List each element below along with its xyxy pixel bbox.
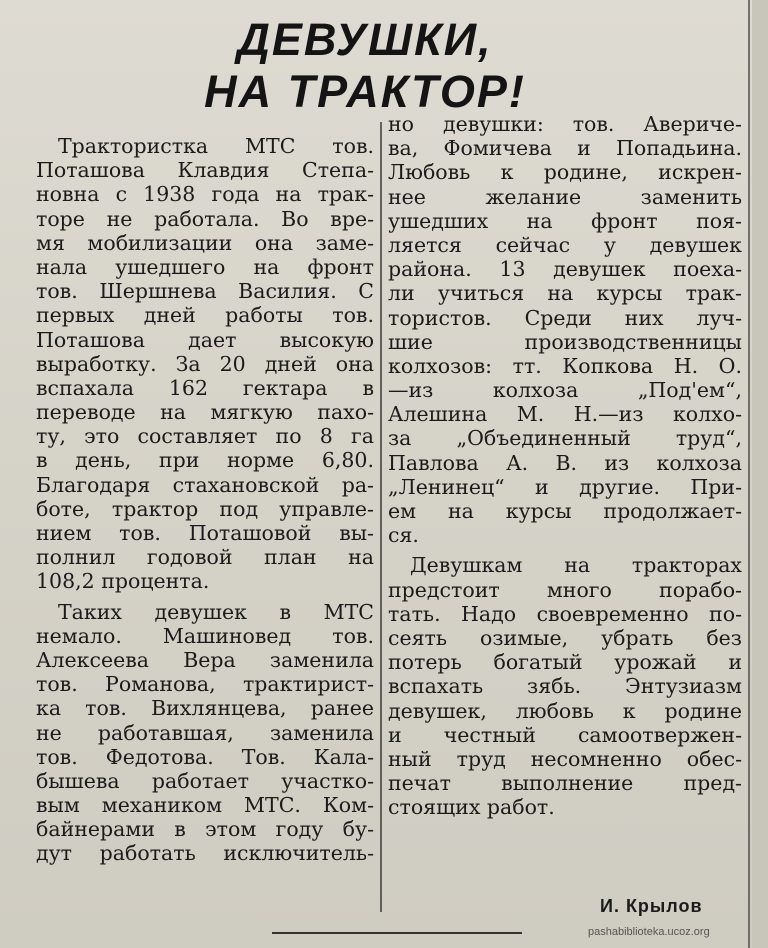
text-line: сеять озимые, убрать без [388,625,742,650]
text-line: ту, это составляет по 8 га [36,424,374,449]
text-line: Любовь к родине, искрен- [388,160,742,185]
text-line: вспахать зябь. Энтузиазм [388,674,742,699]
text-line: новна с 1938 года на трак- [36,182,374,207]
text-line: переводе на мягкую пахо- [36,400,374,425]
text-line: за „Объединенный труд“, [388,426,742,451]
text-line: ем на курсы продолжает- [388,499,742,523]
text-line: в день, при норме 6,80. [36,448,374,473]
text-line: тов. Федотова. Тов. Кала- [36,744,374,769]
text-line: и честный самоотвержен- [388,722,742,747]
text-line: нее желание заменить [388,184,742,209]
text-line: ся. [388,523,419,548]
text-line: первых дней работы тов. [36,303,374,328]
text-line: байнерами в этом году бу- [36,817,374,842]
text-line: мя мобилизации она заме- [36,230,374,255]
text-line: ва, Фомичева и Попадьина. [388,136,742,161]
text-line: но девушки: тов. Авериче- [388,112,742,136]
text-line: полнил годовой план на [36,545,374,570]
text-line: Трактористка МТС тов. [58,134,374,158]
headline-line-2: НА ТРАКТОР! [204,66,526,117]
text-line: района. 13 девушек поеха- [388,257,742,282]
text-line: Павлова А. В. из колхоза [388,450,742,475]
adjacent-page-edge [752,0,768,948]
text-line: печат выполнение пред- [388,771,742,796]
text-line: нала ушедшего на фронт [36,254,374,279]
text-line: 108,2 процента. [36,569,210,594]
text-line: тов. Шершнева Василия. С [36,279,374,304]
text-line: предстоит много порабо- [388,577,742,602]
text-line: тать. Надо своевременно по- [388,601,742,626]
text-line: торе не работала. Во вре- [36,206,374,231]
text-line: шие производственницы [388,329,742,354]
text-line: немало. Машиновед тов. [36,623,374,648]
author-signature: И. Крылов [600,896,703,916]
text-line: вым механиком МТС. Ком- [36,793,374,818]
text-line: выработку. За 20 дней она [36,351,374,376]
text-line: вспахала 162 гектара в [36,375,374,400]
text-line: ляется сейчас у девушек [388,232,742,257]
headline-line-1: ДЕВУШКИ, [237,14,493,65]
text-line: стоящих работ. [388,795,555,820]
column-border-right [748,0,750,948]
text-line: тористов. Среди них луч- [388,305,742,330]
column-divider [380,122,382,912]
text-line: ушедших на фронт поя- [388,208,742,233]
text-line: бышева работает участко- [36,768,374,793]
text-line: тов. Романова, трактирист- [36,672,374,697]
text-line: ка тов. Вихлянцева, ранее [36,696,374,721]
text-line: не работавшая, заменила [36,720,374,745]
text-line: Поташова Клавдия Степа- [36,158,374,183]
text-line: потерь богатый урожай и [388,650,742,675]
text-line: боте, трактор под управле- [36,496,374,521]
text-line: колхозов: тт. Копкова Н. О. [388,353,742,378]
watermark-text: pashabiblioteka.ucoz.org [588,926,710,938]
text-line: Благодаря стахановской ра- [36,472,374,497]
text-line: Алешина М. Н.—из колхо- [388,402,742,427]
text-line: нием тов. Поташовой вы- [36,521,374,545]
text-line: Поташова дает высокую [36,327,374,352]
text-line: дут работать исключитель- [36,841,374,866]
text-line: —из колхоза „Под'ем“, [388,378,742,403]
article-column-left [36,134,374,866]
text-line: Девушкам на тракторах [410,553,742,578]
text-line: Алексеева Вера заменила [36,647,374,672]
article-headline [150,14,580,118]
text-line: Таких девушек в МТС [58,599,374,624]
text-line: ный труд несомненно обес- [388,746,742,771]
article-column-right [388,112,742,819]
text-line: „Ленинец“ и другие. При- [388,474,742,499]
bottom-rule [272,932,522,934]
text-line: ли учиться на курсы трак- [388,281,742,306]
text-line: девушек, любовь к родине [388,698,742,723]
